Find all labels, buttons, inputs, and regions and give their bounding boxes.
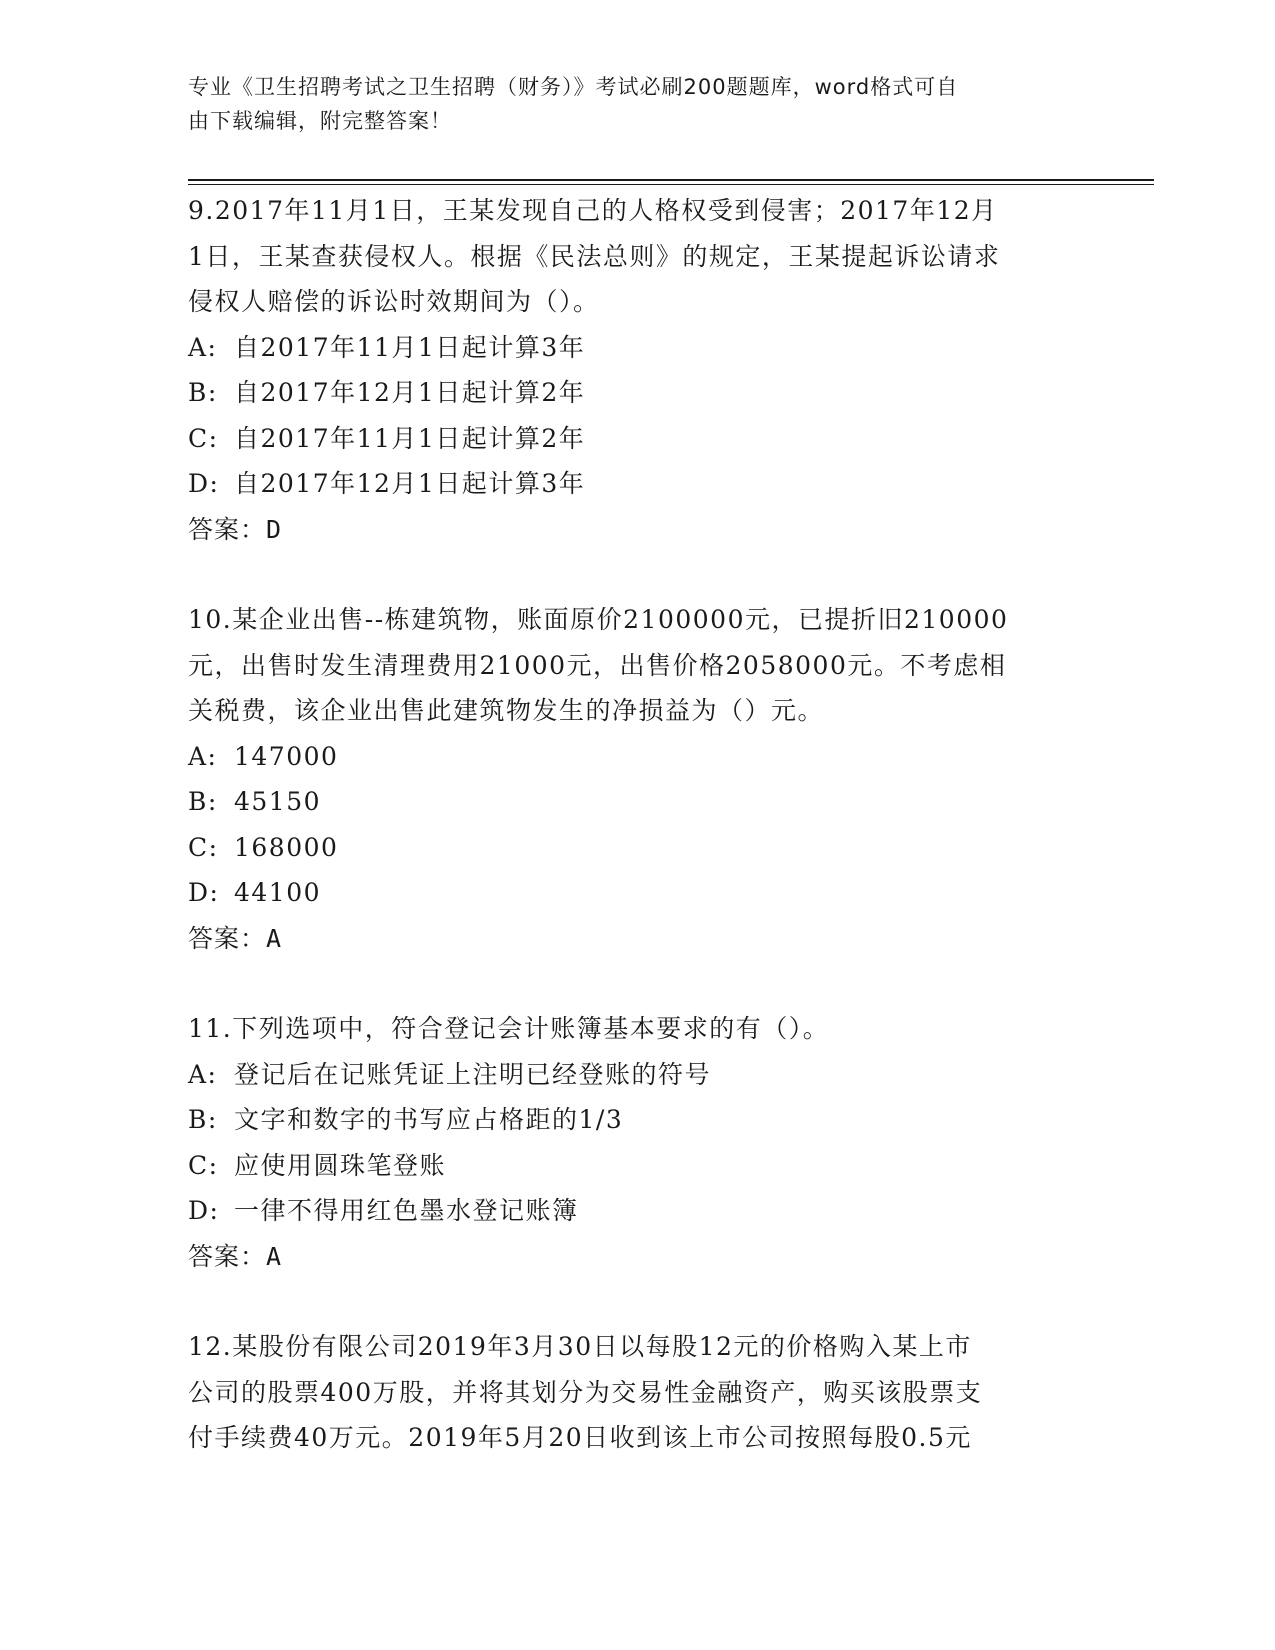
question-list xyxy=(188,188,1088,1461)
option-text: 44100 xyxy=(234,878,322,907)
question-10 xyxy=(188,597,1088,961)
option-text: 文字和数字的书写应占格距的1/3 xyxy=(234,1105,624,1134)
option-a xyxy=(188,1052,1088,1098)
answer-value: A xyxy=(266,923,283,953)
option-key: A: xyxy=(188,332,218,362)
option-key: C: xyxy=(188,832,219,862)
option-d xyxy=(188,461,1088,507)
question-text-line: 侵权人赔偿的诉讼时效期间为（）。 xyxy=(188,287,600,316)
option-key: D: xyxy=(188,469,220,498)
option-key: B: xyxy=(188,787,218,816)
answer-line xyxy=(188,507,1088,553)
question-text-line: 1日，王某查获侵权人。根据《民法总则》的规定，王某提起诉讼请求 xyxy=(188,241,1001,271)
answer-value: A xyxy=(266,1241,283,1271)
option-text: 一律不得用红色墨水登记账簿 xyxy=(234,1196,579,1225)
question-text-line: 10.某企业出售--栋建筑物，账面原价2100000元，已提折旧210000 xyxy=(188,605,1009,634)
option-text: 168000 xyxy=(234,832,339,862)
option-d xyxy=(188,1188,1088,1234)
answer-line xyxy=(188,1234,1088,1280)
question-11 xyxy=(188,1006,1088,1279)
answer-line xyxy=(188,916,1088,962)
option-key: B: xyxy=(188,378,218,407)
option-text: 自2017年11月1日起计算3年 xyxy=(234,332,586,362)
question-text-line: 付手续费40万元。2019年5月20日收到该上市公司按照每股0.5元 xyxy=(188,1423,972,1452)
option-key: B: xyxy=(188,1105,218,1134)
header-divider-thick xyxy=(188,179,1154,181)
question-text-line: 公司的股票400万股，并将其划分为交易性金融资产，购买该股票支 xyxy=(188,1377,983,1407)
option-key: D: xyxy=(188,1196,220,1225)
question-text-line: 9.2017年11月1日，王某发现自己的人格权受到侵害；2017年12月 xyxy=(188,196,998,225)
document-header xyxy=(188,70,1068,138)
option-key: C: xyxy=(188,423,219,453)
question-text-line: 11.下列选项中，符合登记会计账簿基本要求的有（）。 xyxy=(188,1014,830,1043)
option-text: 自2017年12月1日起计算3年 xyxy=(234,469,586,498)
question-9 xyxy=(188,188,1088,552)
option-b xyxy=(188,370,1088,416)
option-b xyxy=(188,1097,1088,1143)
answer-label: 答案： xyxy=(188,923,267,953)
question-text-line: 元，出售时发生清理费用21000元，出售价格2058000元。不考虑相 xyxy=(188,650,1007,680)
option-key: A: xyxy=(188,741,218,771)
answer-label: 答案： xyxy=(188,514,267,544)
option-text: 自2017年12月1日起计算2年 xyxy=(234,378,586,407)
option-c xyxy=(188,825,1088,871)
header-divider-thin xyxy=(188,184,1154,185)
option-text: 应使用圆珠笔登账 xyxy=(234,1150,447,1180)
option-b xyxy=(188,779,1088,825)
option-text: 登记后在记账凭证上注明已经登账的符号 xyxy=(234,1059,712,1089)
option-c xyxy=(188,1143,1088,1189)
header-line-1: 专业《卫生招聘考试之卫生招聘（财务）》考试必刷200题题库，word格式可自 xyxy=(188,75,959,99)
header-line-2: 由下载编辑，附完整答案！ xyxy=(188,109,452,133)
option-text: 147000 xyxy=(234,741,339,771)
option-a xyxy=(188,734,1088,780)
question-text-line: 12.某股份有限公司2019年3月30日以每股12元的价格购入某上市 xyxy=(188,1332,972,1361)
option-a xyxy=(188,325,1088,371)
option-key: A: xyxy=(188,1059,218,1089)
option-text: 45150 xyxy=(234,787,322,816)
answer-value: D xyxy=(266,514,283,544)
option-d xyxy=(188,870,1088,916)
question-text-line: 关税费，该企业出售此建筑物发生的净损益为（）元。 xyxy=(188,696,825,725)
option-key: D: xyxy=(188,878,220,907)
question-12 xyxy=(188,1324,1088,1461)
option-c xyxy=(188,416,1088,462)
option-text: 自2017年11月1日起计算2年 xyxy=(234,423,586,453)
option-key: C: xyxy=(188,1150,219,1180)
answer-label: 答案： xyxy=(188,1241,267,1271)
